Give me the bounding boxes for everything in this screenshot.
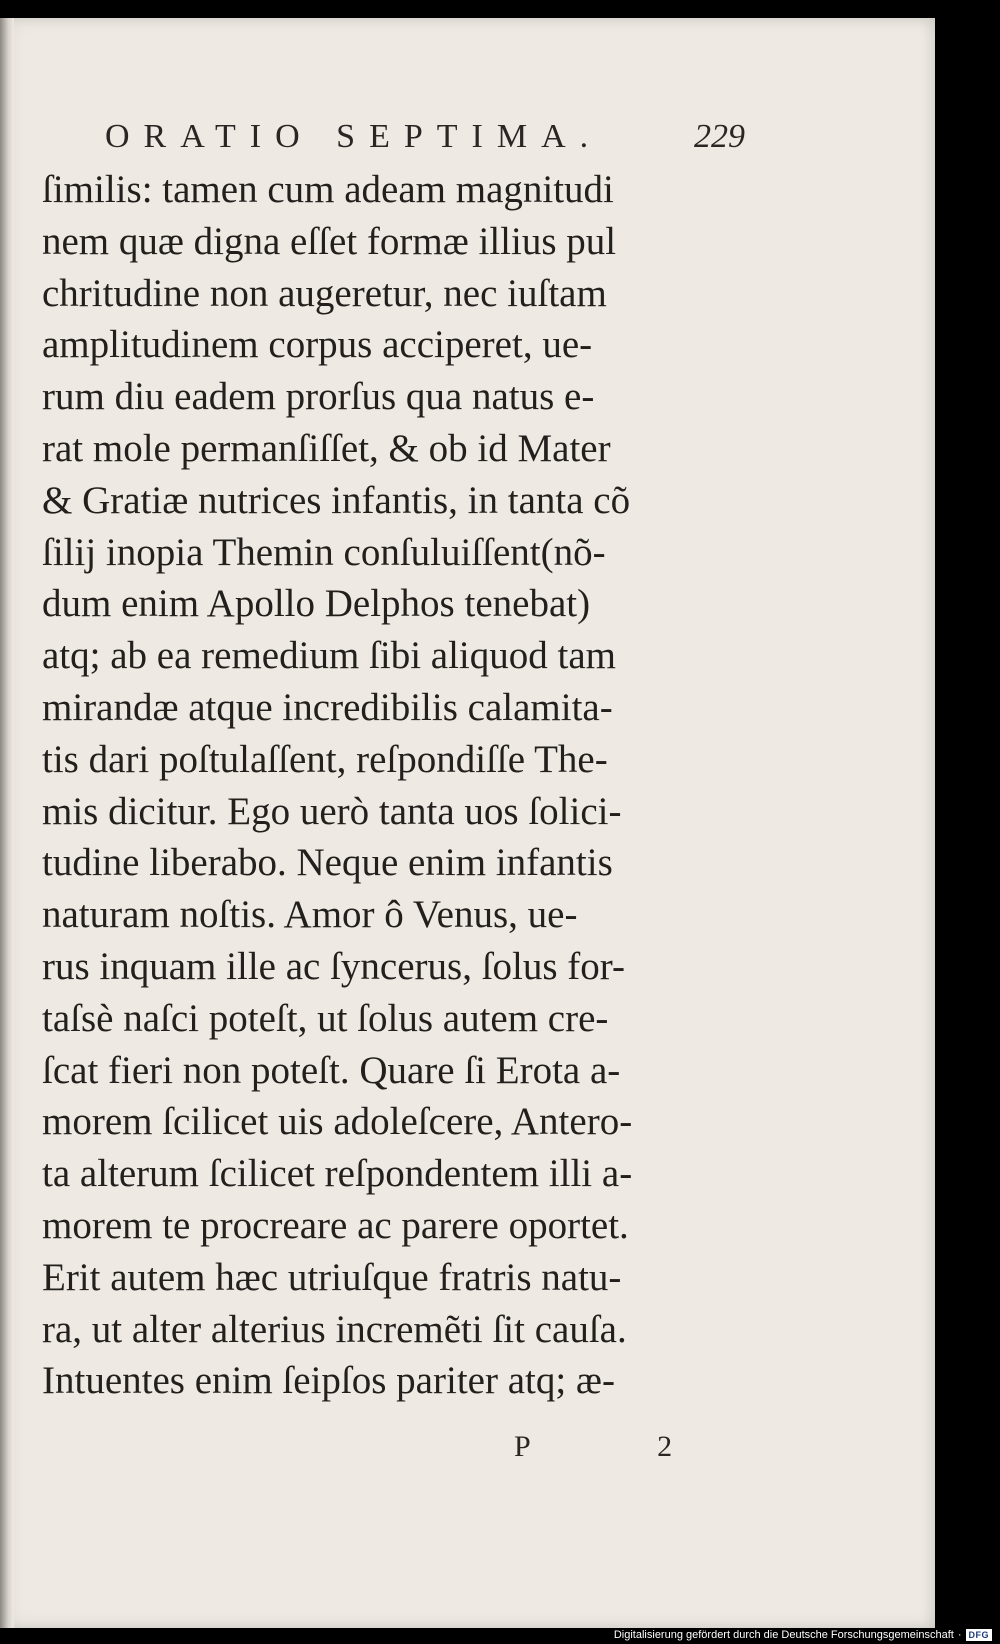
text-line: & Gratiæ nutrices infantis, in tanta cõ	[42, 478, 631, 522]
text-line: amplitudinem corpus acciperet, ue-	[42, 323, 593, 367]
dfg-logo: DFG	[966, 1629, 993, 1641]
text-line: rat mole permanſiſſet, & ob id Mater	[42, 426, 611, 470]
text-line: ta alterum ſcilicet reſpondentem illi a-	[42, 1152, 633, 1196]
text-line: ſimilis: tamen cum adeam magnitudi	[42, 168, 614, 211]
text-line: atq; ab ea remedium ſibi aliquod tam	[42, 634, 616, 678]
text-line: taſsè naſci poteſt, ut ſolus autem cre-	[42, 996, 609, 1040]
text-line: naturam noſtis. Amor ô Venus, ue-	[42, 893, 578, 937]
text-line: tis dari poſtulaſſent, reſpondiſſe The-	[42, 737, 608, 781]
running-title: ORATIO SEPTIMA.	[105, 118, 603, 155]
digitization-credit: Digitalisierung gefördert durch die Deutsche Forschungsgemeinschaft · DFG	[614, 1629, 992, 1641]
text-line: tudine liberabo. Neque enim infantis	[42, 841, 613, 885]
text-line: Erit autem hæc utriuſque fratris natu-	[42, 1255, 622, 1299]
text-line: mirandæ atque incredibilis calamita-	[42, 685, 613, 729]
body-text	[42, 164, 742, 1407]
text-line: ra, ut alter alterius incremẽti ſit cauſa.	[42, 1307, 627, 1351]
signature-mark: P 2	[514, 1430, 733, 1463]
text-line: Intuentes enim ſeipſos pariter atq; æ-	[42, 1359, 615, 1403]
text-line: rus inquam ille ac ſyncerus, ſolus for-	[42, 944, 625, 988]
page-gutter-shadow	[0, 18, 14, 1628]
credit-text: Digitalisierung gefördert durch die Deutsche Forschungsgemeinschaft	[613, 1629, 954, 1641]
text-line: ſcat fieri non poteſt. Quare ſi Erota a-	[42, 1048, 621, 1092]
text-line: chritudine non augeretur, nec iuſtam	[42, 271, 607, 315]
page-header	[105, 118, 745, 158]
page-number: 229	[694, 118, 745, 155]
text-line: morem ſcilicet uis adoleſcere, Antero-	[42, 1100, 633, 1144]
book-page	[0, 18, 935, 1628]
text-line: morem te procreare ac parere oportet.	[42, 1203, 629, 1247]
text-line: nem quæ digna eſſet formæ illius pul	[42, 219, 617, 263]
text-line: dum enim Apollo Delphos tenebat)	[42, 582, 591, 626]
text-line: ſilij inopia Themin conſuluiſſent(nõ-	[42, 530, 606, 574]
text-line: mis dicitur. Ego uerò tanta uos ſolici-	[42, 789, 622, 833]
text-line: rum diu eadem prorſus qua natus e-	[42, 375, 595, 419]
